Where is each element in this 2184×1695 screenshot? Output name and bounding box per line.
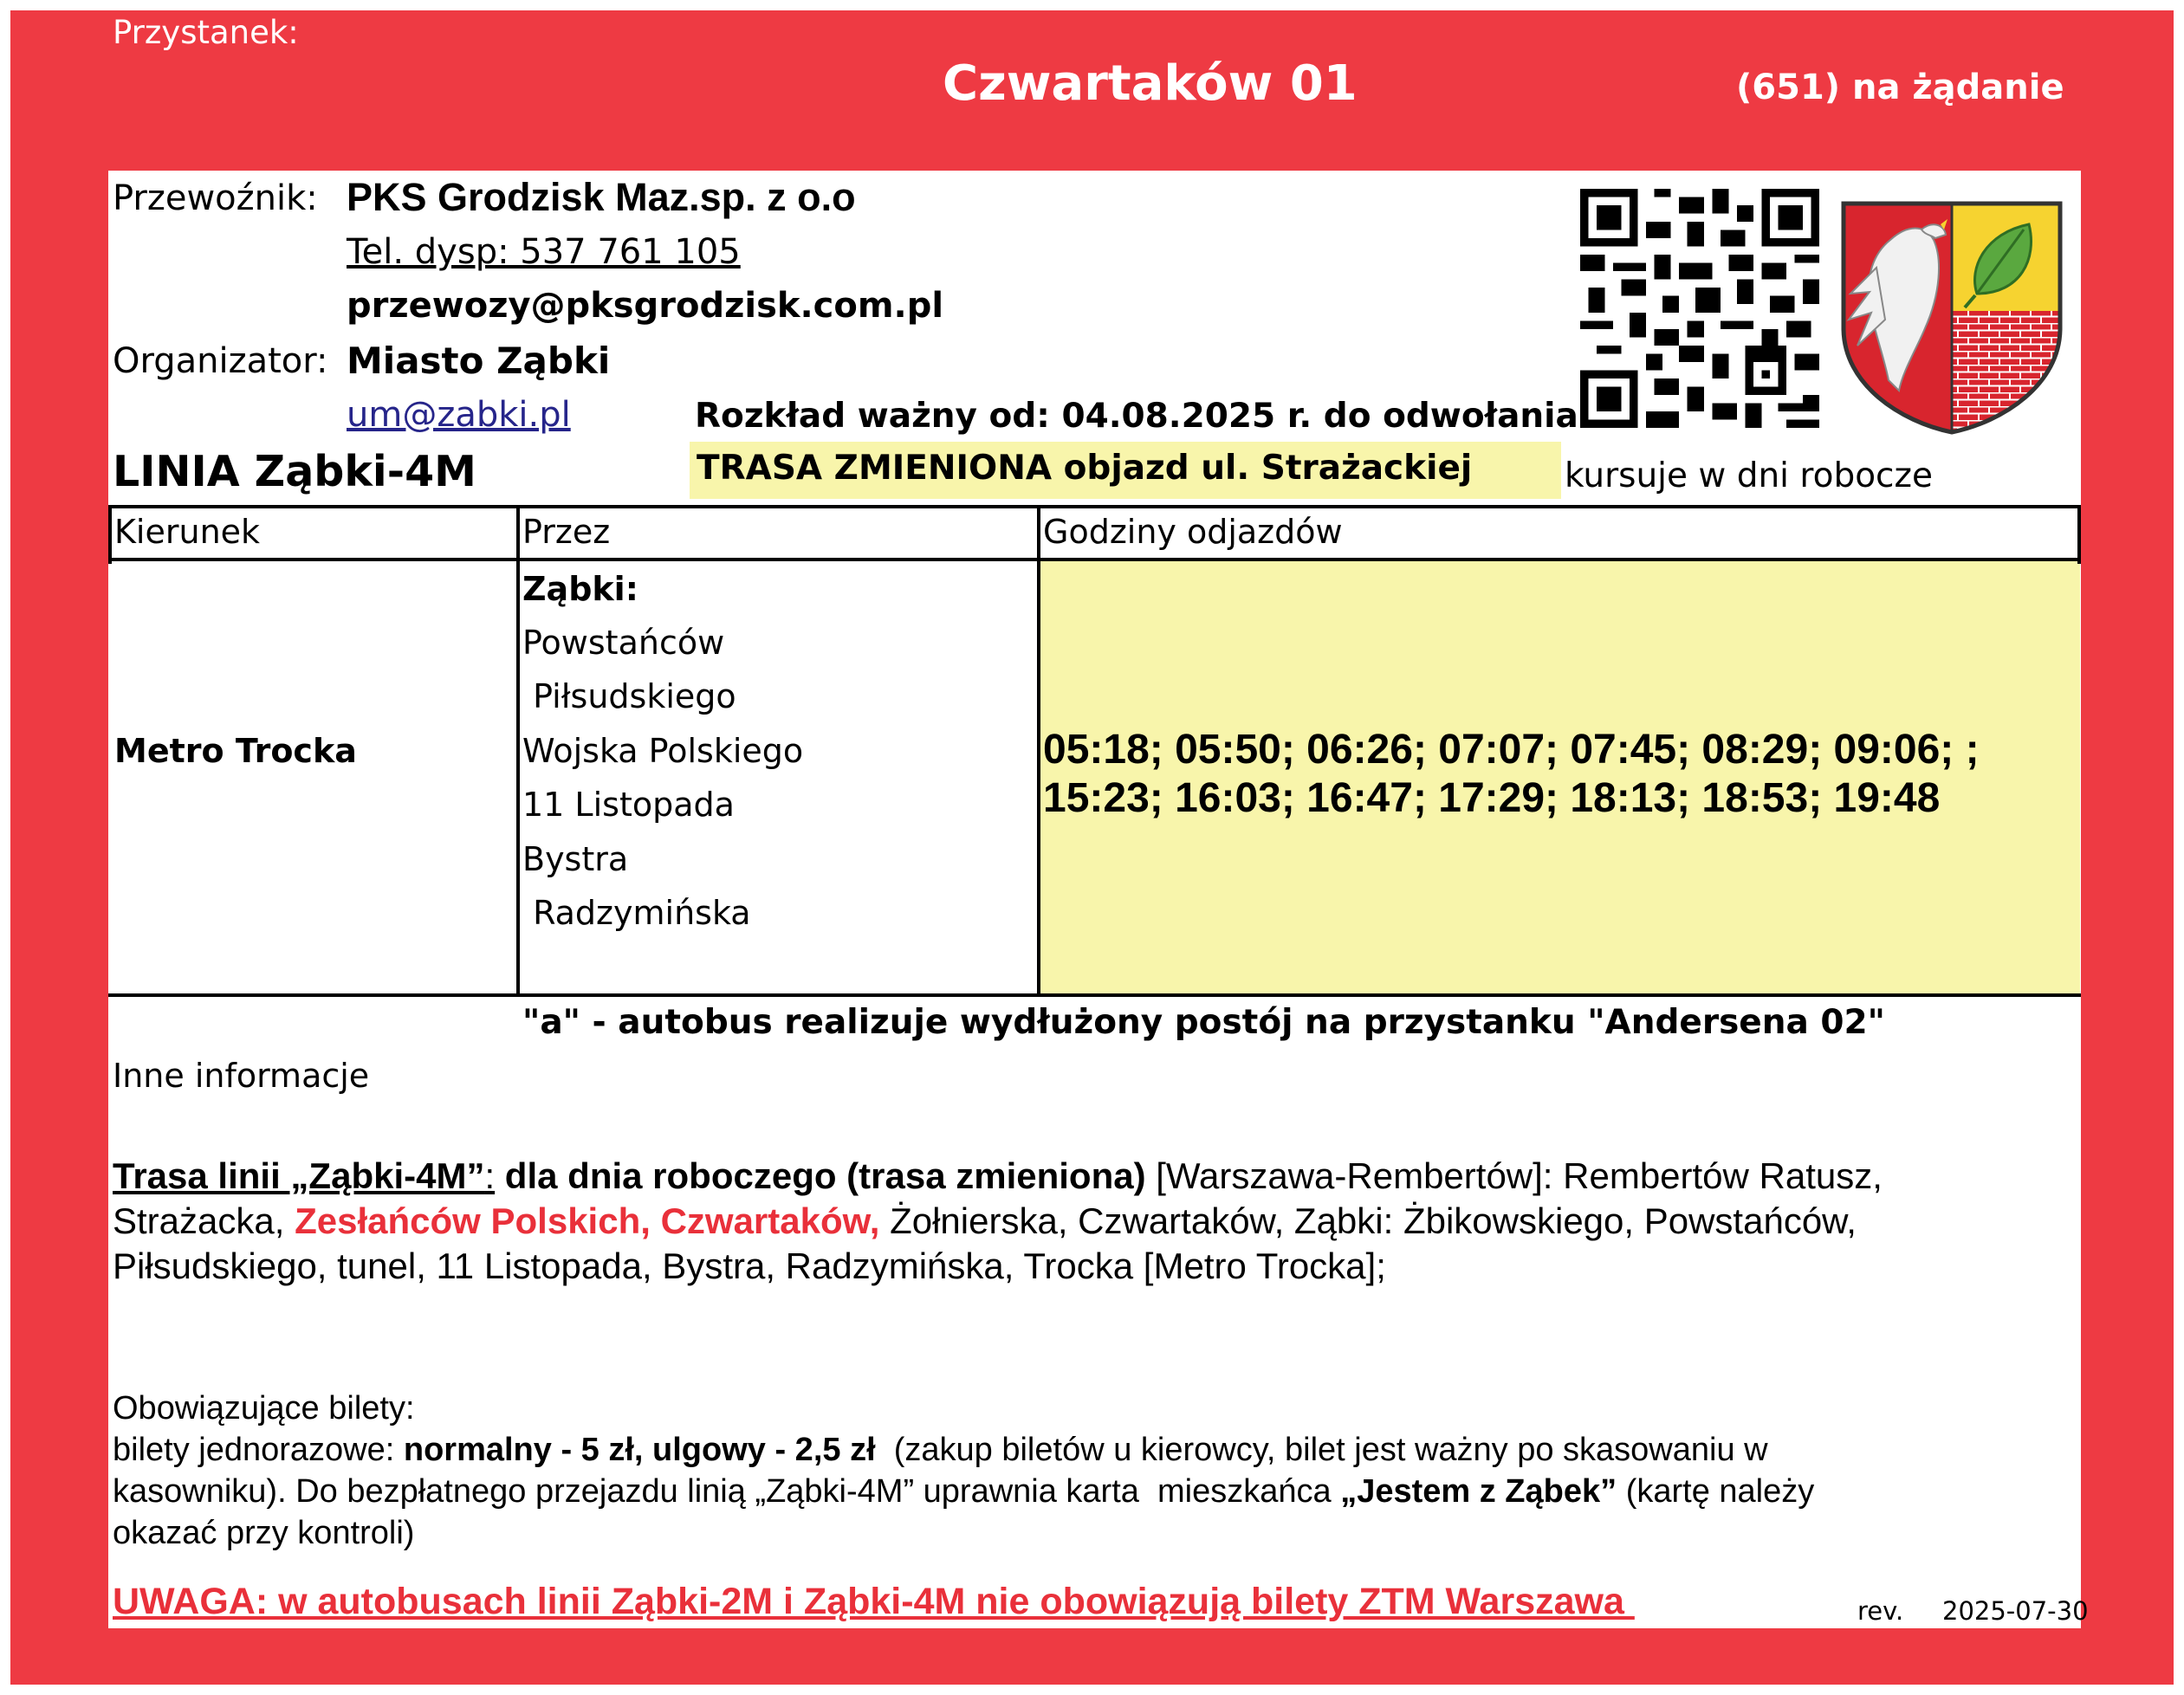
via-street: Wojska Polskiego (522, 732, 804, 770)
extended-stop-note: "a" - autobus realizuje wydłużony postój na przystanku "Andersena 02" (522, 1003, 1885, 1042)
ztm-warning: UWAGA: w autobusach linii Ząbki-2M i Ząbki-4M nie obowiązują bilety ZTM Warszawa (113, 1581, 1635, 1622)
tickets-text: okazać przy kontroli) (113, 1515, 415, 1551)
tickets-text: (zakup biletów u kierowcy, bilet jest ważny po skasowaniu w (875, 1432, 1768, 1468)
via-street: Bystra (522, 840, 629, 878)
table-bottom-border (108, 993, 2081, 997)
revision-date: 2025-07-30 (1942, 1596, 2089, 1626)
route-change-notice (690, 442, 1561, 499)
table-left-border (108, 505, 112, 564)
route-changed-streets: Zesłańców Polskich, Czwartaków, (295, 1200, 880, 1241)
table-right-border (2077, 505, 2081, 564)
organizer-email-link[interactable]: um@zabki.pl (347, 395, 571, 435)
tickets-info (113, 1388, 1814, 1554)
other-info-label: Inne informacje (113, 1057, 370, 1095)
via-street: Powstańców (522, 624, 725, 662)
departure-times (1043, 726, 1980, 823)
header-via: Przez (522, 513, 611, 551)
route-description (113, 1154, 1883, 1289)
stop-label: Przystanek: (113, 14, 299, 51)
table-col-divider-1 (516, 505, 520, 995)
header-direction: Kierunek (114, 513, 261, 551)
direction-value: Metro Trocka (114, 732, 357, 770)
route-change-text: TRASA ZMIENIONA objazd ul. Strażackiej (697, 449, 1473, 488)
route-text: Piłsudskiego, tunel, 11 Listopada, Bystra, Radzymińska, Trocka [Metro Trocka]; (113, 1245, 1386, 1286)
departure-times-line: 15:23; 16:03; 16:47; 17:29; 18:13; 18:53; 19:48 (1043, 775, 1941, 821)
carrier-phone-link[interactable]: Tel. dysp: 537 761 105 (347, 232, 741, 272)
route-title-colon: : (484, 1155, 496, 1196)
carrier-email[interactable]: przewozy@pksgrodzisk.com.pl (347, 286, 944, 326)
validity-date: Rozkład ważny od: 04.08.2025 r. do odwołania (695, 397, 1578, 436)
tickets-title: Obowiązujące bilety: (113, 1390, 415, 1427)
table-header-border (108, 558, 2081, 561)
via-street: 11 Listopada (522, 786, 735, 824)
route-text: Strażacka, (113, 1200, 295, 1241)
coat-of-arms-icon (1838, 198, 2065, 437)
departure-times-line: 05:18; 05:50; 06:26; 07:07; 07:45; 08:29; 09:06; ; (1043, 727, 1980, 773)
route-text: Żołnierska, Czwartaków, Ząbki: Żbikowskiego, Powstańców, (879, 1200, 1857, 1241)
ticket-prices: normalny - 5 zł, ulgowy - 2,5 zł (403, 1432, 876, 1468)
carrier-label: Przewoźnik: (113, 178, 318, 218)
resident-card-name: „Jestem z Ząbek” (1340, 1473, 1617, 1510)
organizer-name: Miasto Ząbki (347, 340, 611, 382)
header-departures: Godziny odjazdów (1043, 513, 1343, 551)
tickets-text: bilety jednorazowe: (113, 1432, 404, 1468)
line-name: LINIA Ząbki-4M (113, 447, 476, 496)
table-top-border (108, 505, 2081, 508)
tickets-text: (kartę należy (1617, 1473, 1815, 1510)
stop-request-note: (651) na żądanie (1736, 68, 2064, 107)
revision-label: rev. (1857, 1596, 1904, 1626)
route-text: [Warszawa-Rembertów]: Rembertów Ratusz, (1145, 1155, 1883, 1196)
via-town: Ząbki: (522, 570, 638, 608)
qr-code-icon[interactable] (1577, 189, 1823, 428)
via-street: Radzymińska (522, 894, 751, 932)
stop-name: Czwartaków 01 (943, 55, 1358, 112)
tickets-text: kasowniku). Do bezpłatnego przejazdu linią „Ząbki-4M” uprawnia karta mieszkańca (113, 1473, 1341, 1510)
organizer-label: Organizator: (113, 341, 328, 381)
route-day-type: dla dnia roboczego (trasa zmieniona) (495, 1155, 1146, 1196)
via-street: Piłsudskiego (522, 677, 736, 715)
operating-days: kursuje w dni robocze (1565, 456, 1933, 495)
table-col-divider-2 (1037, 505, 1040, 995)
carrier-name: PKS Grodzisk Maz.sp. z o.o (347, 175, 856, 219)
route-title: Trasa linii „Ząbki-4M” (113, 1155, 485, 1196)
